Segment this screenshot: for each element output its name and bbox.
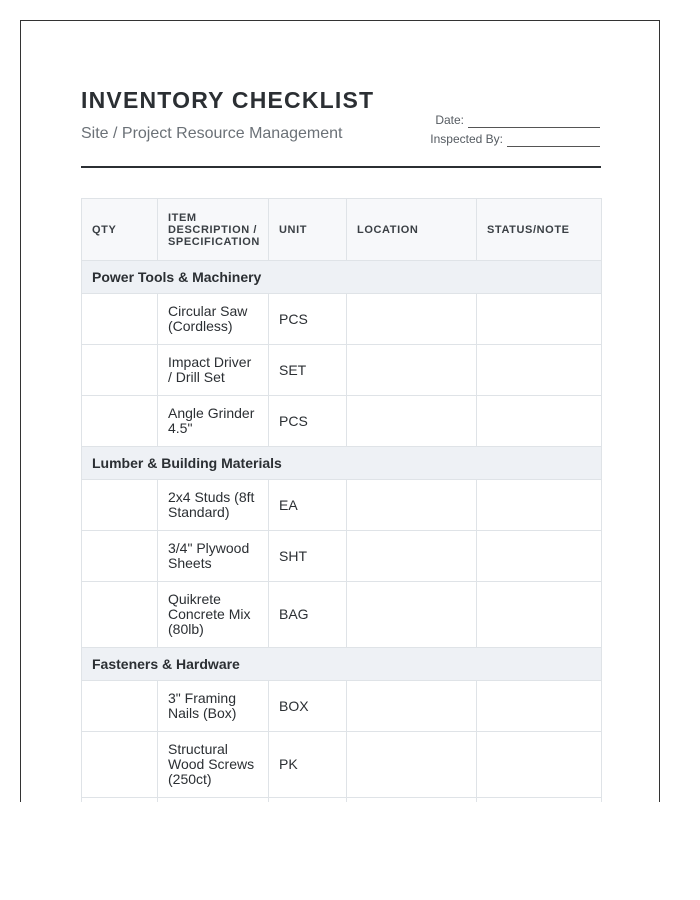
qty-cell[interactable]	[82, 681, 158, 732]
qty-cell[interactable]	[82, 345, 158, 396]
description-cell: 3/4" Plywood Sheets	[158, 531, 269, 582]
table-row	[82, 480, 602, 531]
status-cell[interactable]	[477, 396, 602, 447]
table-row	[82, 345, 602, 396]
date-blank-line[interactable]	[468, 114, 600, 128]
inspected-by-blank-line[interactable]	[507, 133, 600, 147]
table-row	[82, 531, 602, 582]
location-cell[interactable]	[347, 396, 477, 447]
unit-cell: SHT	[269, 531, 347, 582]
header-divider	[81, 166, 601, 168]
qty-cell[interactable]	[82, 582, 158, 648]
status-cell[interactable]	[477, 531, 602, 582]
table-row	[82, 396, 602, 447]
status-cell[interactable]	[477, 798, 602, 803]
location-cell[interactable]	[347, 582, 477, 648]
table-header-row	[82, 199, 602, 261]
status-cell[interactable]	[477, 681, 602, 732]
column-header-qty: QTY	[82, 199, 158, 261]
unit-cell: BOX	[269, 681, 347, 732]
status-cell[interactable]	[477, 582, 602, 648]
section-title: Lumber & Building Materials	[82, 447, 602, 480]
section-row-lumber	[82, 447, 602, 480]
unit-cell: PCS	[269, 294, 347, 345]
description-cell: Structural Wood Screws (250ct)	[158, 732, 269, 798]
section-row-power-tools	[82, 261, 602, 294]
description-cell: Angle Grinder 4.5"	[158, 396, 269, 447]
inspected-by-row	[430, 131, 600, 150]
description-cell: Circular Saw (Cordless)	[158, 294, 269, 345]
meta-fields	[430, 112, 600, 150]
page-subtitle: Site / Project Resource Management	[81, 125, 343, 142]
qty-cell[interactable]	[82, 732, 158, 798]
inspected-by-label: Inspected By:	[430, 132, 503, 146]
column-header-item-description: ITEM DESCRIPTION / SPECIFICATION	[158, 199, 269, 261]
qty-cell[interactable]	[82, 531, 158, 582]
unit-cell: BAG	[269, 582, 347, 648]
description-cell: 3" Framing Nails (Box)	[158, 681, 269, 732]
unit-cell: PK	[269, 732, 347, 798]
table-row	[82, 798, 602, 803]
section-row-fasteners	[82, 648, 602, 681]
unit-cell	[269, 798, 347, 803]
date-row	[430, 112, 600, 131]
qty-cell[interactable]	[82, 294, 158, 345]
table-row	[82, 681, 602, 732]
status-cell[interactable]	[477, 480, 602, 531]
status-cell[interactable]	[477, 732, 602, 798]
qty-cell[interactable]	[82, 396, 158, 447]
table-row	[82, 294, 602, 345]
location-cell[interactable]	[347, 681, 477, 732]
section-title: Fasteners & Hardware	[82, 648, 602, 681]
column-header-unit: UNIT	[269, 199, 347, 261]
location-cell[interactable]	[347, 531, 477, 582]
checklist-page	[20, 20, 660, 802]
column-header-status-note: STATUS/NOTE	[477, 199, 602, 261]
unit-cell: SET	[269, 345, 347, 396]
location-cell[interactable]	[347, 798, 477, 803]
location-cell[interactable]	[347, 480, 477, 531]
description-cell	[158, 798, 269, 803]
location-cell[interactable]	[347, 294, 477, 345]
table-row	[82, 582, 602, 648]
inventory-table	[81, 198, 602, 802]
description-cell: Impact Driver / Drill Set	[158, 345, 269, 396]
section-title: Power Tools & Machinery	[82, 261, 602, 294]
date-label: Date:	[435, 113, 464, 127]
unit-cell: EA	[269, 480, 347, 531]
qty-cell[interactable]	[82, 798, 158, 803]
column-header-location: LOCATION	[347, 199, 477, 261]
description-cell: Quikrete Concrete Mix (80lb)	[158, 582, 269, 648]
description-cell: 2x4 Studs (8ft Standard)	[158, 480, 269, 531]
page-title: INVENTORY CHECKLIST	[81, 87, 375, 113]
location-cell[interactable]	[347, 345, 477, 396]
location-cell[interactable]	[347, 732, 477, 798]
status-cell[interactable]	[477, 345, 602, 396]
unit-cell: PCS	[269, 396, 347, 447]
table-row	[82, 732, 602, 798]
status-cell[interactable]	[477, 294, 602, 345]
qty-cell[interactable]	[82, 480, 158, 531]
